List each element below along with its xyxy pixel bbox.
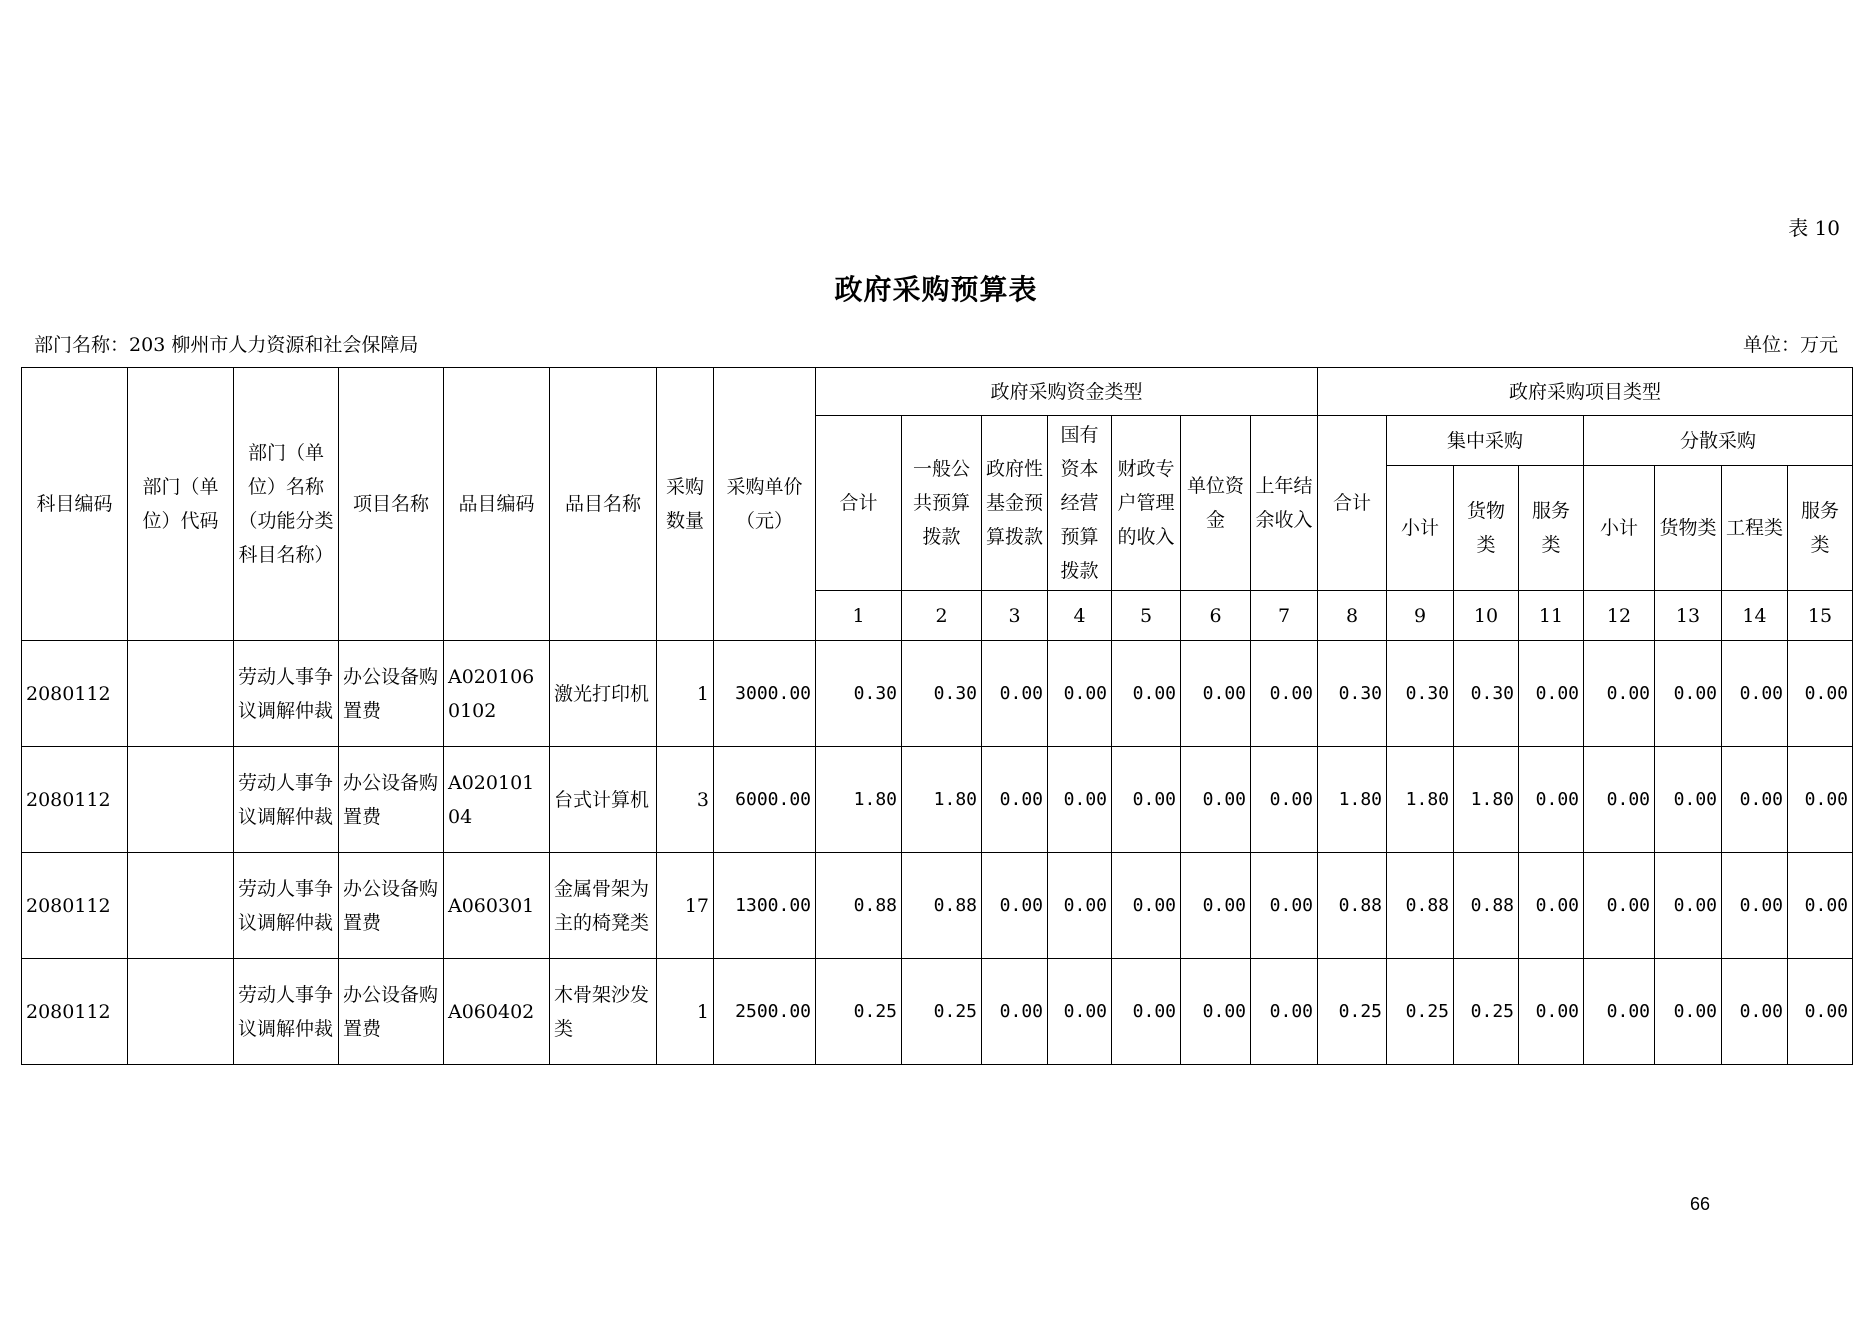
unit-line [1743,330,1838,357]
column-number: 8 [1318,591,1387,641]
row-unit-price: 6000.00 [714,747,816,853]
header-state-capital: 国有资本经营预算拨款 [1048,416,1112,591]
row-amount: 0.00 [1655,641,1722,747]
row-item-code: A02010104 [444,747,550,853]
row-amount: 0.30 [1454,641,1519,747]
row-dept-code [128,747,234,853]
column-number: 10 [1454,591,1519,641]
row-item-name: 木骨架沙发类 [550,959,657,1065]
row-project-name: 办公设备购置费 [339,959,444,1065]
header-subject-code: 科目编码 [22,368,128,641]
row-amount: 1.80 [902,747,982,853]
row-amount: 0.25 [1387,959,1454,1065]
row-amount: 0.30 [1387,641,1454,747]
row-dept-name: 劳动人事争议调解仲裁 [234,959,339,1065]
row-amount: 0.25 [902,959,982,1065]
row-amount: 0.00 [1519,641,1584,747]
row-amount: 0.00 [1181,959,1251,1065]
header-last-year-balance: 上年结余收入 [1251,416,1318,591]
header-fiscal-special: 财政专户管理的收入 [1112,416,1181,591]
header-project-total: 合计 [1318,416,1387,591]
row-unit-price: 3000.00 [714,641,816,747]
column-number: 9 [1387,591,1454,641]
row-amount: 1.80 [1387,747,1454,853]
row-item-name: 金属骨架为主的椅凳类 [550,853,657,959]
row-amount: 0.88 [1387,853,1454,959]
row-amount: 0.88 [1454,853,1519,959]
row-amount: 0.00 [1048,747,1112,853]
row-amount: 0.00 [1788,641,1853,747]
unit-value: 万元 [1799,334,1838,356]
header-central-group: 集中采购 [1387,416,1584,466]
row-amount: 0.00 [1112,747,1181,853]
department-value: 203 柳州市人力资源和社会保障局 [129,334,419,356]
row-dept-name: 劳动人事争议调解仲裁 [234,747,339,853]
header-central-subtotal: 小计 [1387,466,1454,591]
header-scattered-group: 分散采购 [1584,416,1853,466]
row-dept-name: 劳动人事争议调解仲裁 [234,641,339,747]
row-project-name: 办公设备购置费 [339,641,444,747]
header-dept-code: 部门（单位）代码 [128,368,234,641]
row-amount: 0.25 [1318,959,1387,1065]
column-number: 15 [1788,591,1853,641]
column-number: 6 [1181,591,1251,641]
header-scattered-subtotal: 小计 [1584,466,1655,591]
row-amount: 0.00 [1048,641,1112,747]
row-project-name: 办公设备购置费 [339,853,444,959]
column-number: 4 [1048,591,1112,641]
page-number: 66 [1690,1194,1711,1214]
column-number: 11 [1519,591,1584,641]
header-unit-price: 采购单价（元） [714,368,816,641]
row-amount: 0.00 [1251,959,1318,1065]
column-number: 1 [816,591,902,641]
row-amount: 0.00 [1181,853,1251,959]
row-amount: 0.88 [816,853,902,959]
row-amount: 0.00 [1519,959,1584,1065]
row-amount: 0.00 [1519,853,1584,959]
row-dept-code [128,853,234,959]
header-general-budget: 一般公共预算拨款 [902,416,982,591]
row-amount: 0.00 [1584,959,1655,1065]
row-dept-code [128,641,234,747]
row-dept-name: 劳动人事争议调解仲裁 [234,853,339,959]
row-amount: 0.00 [1251,747,1318,853]
table-row [22,959,1853,1065]
row-project-name: 办公设备购置费 [339,747,444,853]
row-amount: 0.00 [1584,641,1655,747]
table-row [22,747,1853,853]
row-amount: 0.00 [1722,959,1788,1065]
header-central-goods: 货物类 [1454,466,1519,591]
header-item-code: 品目编码 [444,368,550,641]
header-quantity: 采购数量 [657,368,714,641]
column-number: 12 [1584,591,1655,641]
column-number: 3 [982,591,1048,641]
row-amount: 0.00 [1655,959,1722,1065]
column-number: 2 [902,591,982,641]
row-dept-code [128,959,234,1065]
row-amount: 0.25 [816,959,902,1065]
row-amount: 0.00 [1584,747,1655,853]
row-item-name: 台式计算机 [550,747,657,853]
page-title: 政府采购预算表 [834,273,1038,306]
column-number: 14 [1722,591,1788,641]
row-amount: 0.00 [1181,747,1251,853]
department-line [34,330,418,357]
row-quantity: 1 [657,641,714,747]
row-quantity: 3 [657,747,714,853]
row-item-code: A060402 [444,959,550,1065]
row-amount: 1.80 [1454,747,1519,853]
row-amount: 0.00 [1722,641,1788,747]
row-subject-code: 2080112 [22,747,128,853]
row-quantity: 1 [657,959,714,1065]
column-number: 5 [1112,591,1181,641]
column-number: 7 [1251,591,1318,641]
row-amount: 0.30 [1318,641,1387,747]
header-project-type-group: 政府采购项目类型 [1318,368,1853,416]
row-amount: 0.00 [1112,641,1181,747]
department-label: 部门名称： [34,334,130,356]
header-scattered-goods: 货物类 [1655,466,1722,591]
row-unit-price: 1300.00 [714,853,816,959]
row-amount: 0.88 [902,853,982,959]
row-amount: 0.00 [1788,959,1853,1065]
header-scattered-service: 服务类 [1788,466,1853,591]
row-amount: 0.00 [982,747,1048,853]
row-amount: 0.00 [982,853,1048,959]
row-amount: 0.00 [1788,853,1853,959]
row-amount: 0.00 [1519,747,1584,853]
row-amount: 1.80 [816,747,902,853]
header-fund-type-group: 政府采购资金类型 [816,368,1318,416]
row-quantity: 17 [657,853,714,959]
row-amount: 0.00 [1584,853,1655,959]
header-unit-fund: 单位资金 [1181,416,1251,591]
row-amount: 0.00 [1251,641,1318,747]
header-project-name: 项目名称 [339,368,444,641]
row-amount: 0.00 [1655,747,1722,853]
table-tag: 表 10 [1788,216,1840,240]
row-amount: 0.00 [1181,641,1251,747]
row-amount: 0.00 [1048,959,1112,1065]
row-amount: 0.25 [1454,959,1519,1065]
unit-label: 单位： [1742,334,1800,356]
row-amount: 0.00 [982,641,1048,747]
row-amount: 0.00 [1788,747,1853,853]
header-item-name: 品目名称 [550,368,657,641]
row-amount: 0.00 [1722,747,1788,853]
row-amount: 0.00 [1048,853,1112,959]
row-amount: 0.00 [1722,853,1788,959]
header-fund-total: 合计 [816,416,902,591]
header-central-service: 服务类 [1519,466,1584,591]
row-amount: 0.00 [982,959,1048,1065]
row-amount: 1.80 [1318,747,1387,853]
header-scattered-engineering: 工程类 [1722,466,1788,591]
row-item-code: A060301 [444,853,550,959]
header-dept-name: 部门（单位）名称（功能分类科目名称） [234,368,339,641]
row-item-name: 激光打印机 [550,641,657,747]
row-amount: 0.88 [1318,853,1387,959]
row-amount: 0.30 [902,641,982,747]
row-item-code: A0201060102 [444,641,550,747]
table-row [22,853,1853,959]
row-amount: 0.00 [1112,853,1181,959]
row-subject-code: 2080112 [22,853,128,959]
row-amount: 0.00 [1655,853,1722,959]
row-amount: 0.00 [1112,959,1181,1065]
row-amount: 0.30 [816,641,902,747]
column-number: 13 [1655,591,1722,641]
procurement-budget-table [21,367,1853,1065]
table-row [22,641,1853,747]
row-subject-code: 2080112 [22,959,128,1065]
row-unit-price: 2500.00 [714,959,816,1065]
row-amount: 0.00 [1251,853,1318,959]
row-subject-code: 2080112 [22,641,128,747]
header-gov-fund: 政府性基金预算拨款 [982,416,1048,591]
